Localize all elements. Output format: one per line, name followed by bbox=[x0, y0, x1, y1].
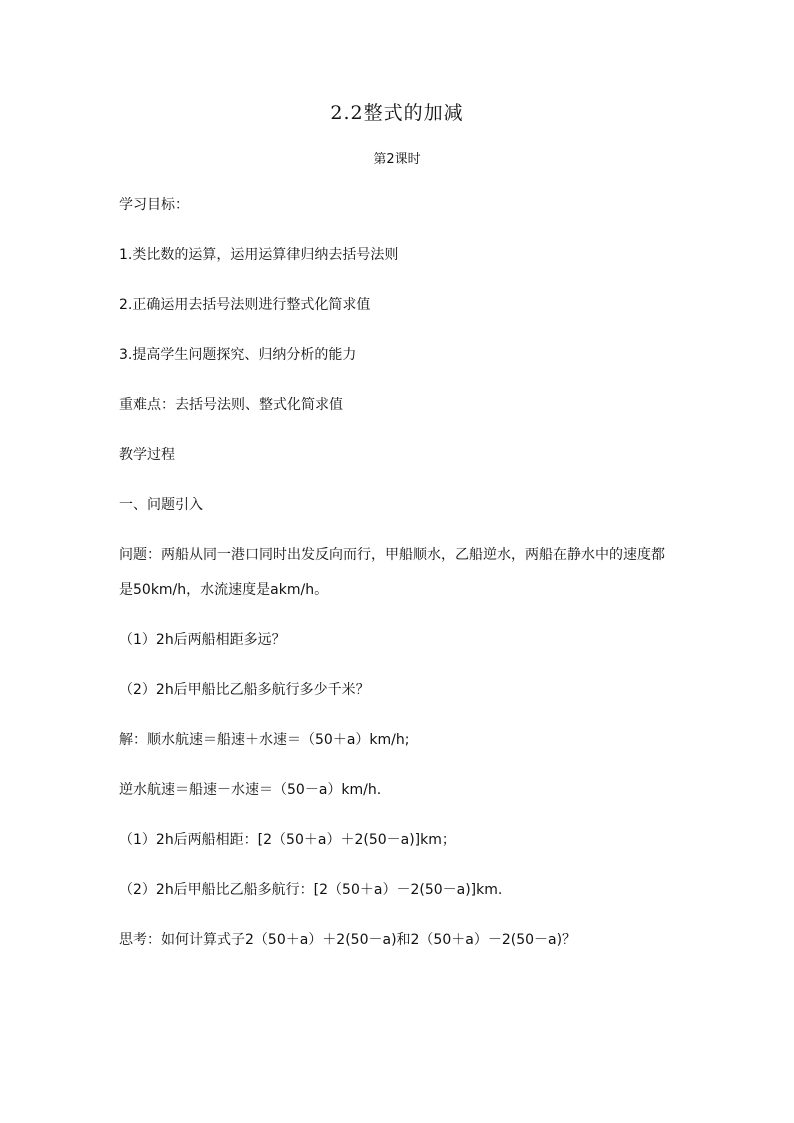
problem-text-line-2: 是50km/h，水流速度是akm/h。 bbox=[119, 582, 329, 598]
thinking-question: 思考：如何计算式子2（50＋a）＋2(50－a)和2（50＋a）－2(50－a)？ bbox=[119, 932, 577, 948]
question-1: （1）2h后两船相距多远？ bbox=[119, 632, 286, 648]
teaching-process-heading: 教学过程 bbox=[119, 447, 175, 463]
key-points: 重难点：去括号法则、整式化简求值 bbox=[119, 397, 343, 413]
solution-upstream-speed: 逆水航速＝船速－水速＝（50－a）km/h. bbox=[119, 782, 382, 798]
lesson-subtitle: 第2课时 bbox=[373, 152, 421, 167]
answer-2: （2）2h后甲船比乙船多航行：[2（50＋a）－2(50－a)]km. bbox=[119, 882, 503, 898]
question-2: （2）2h后甲船比乙船多航行多少千米？ bbox=[119, 682, 370, 698]
goal-item-3: 3.提高学生问题探究、归纳分析的能力 bbox=[119, 347, 357, 363]
goal-item-2: 2.正确运用去括号法则进行整式化简求值 bbox=[119, 297, 371, 313]
problem-text-line-1: 问题：两船从同一港口同时出发反向而行，甲船顺水，乙船逆水，两船在静水中的速度都 bbox=[119, 547, 665, 563]
answer-1: （1）2h后两船相距：[2（50＋a）＋2(50－a)]km； bbox=[119, 832, 456, 848]
goal-item-1: 1.类比数的运算，运用运算律归纳去括号法则 bbox=[119, 247, 399, 263]
solution-downstream-speed: 解：顺水航速＝船速＋水速＝（50＋a）km/h; bbox=[119, 732, 410, 748]
learning-goals-heading: 学习目标： bbox=[119, 197, 189, 213]
page-title: 2.2整式的加减 bbox=[330, 102, 464, 124]
section-heading-intro: 一、问题引入 bbox=[119, 497, 203, 513]
